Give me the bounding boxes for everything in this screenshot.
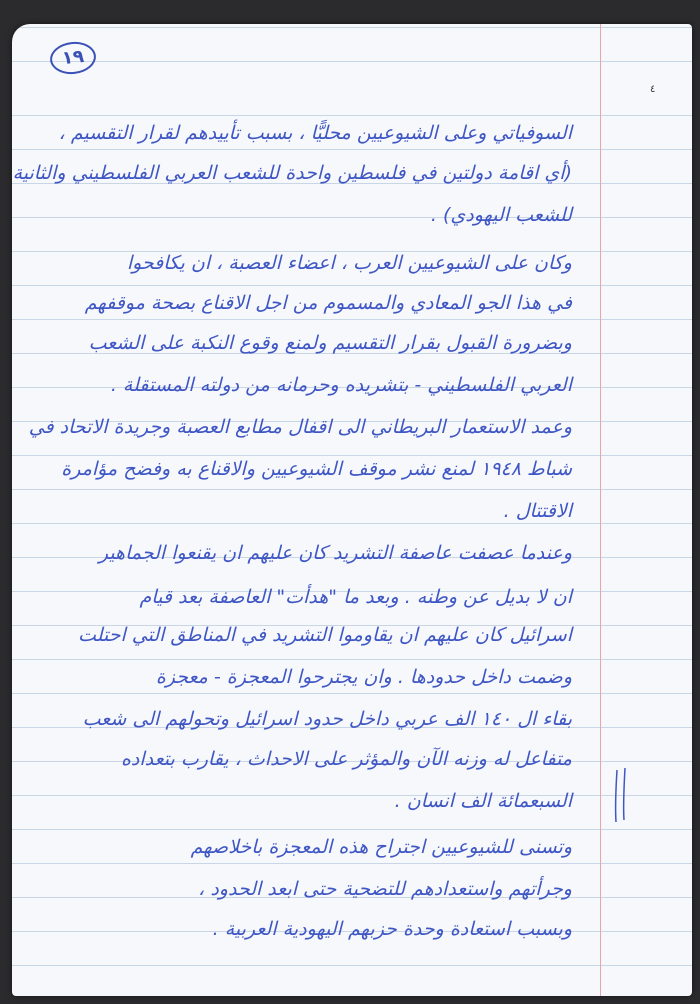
- handwritten-line: بقاء ال ١٤٠ الف عربي داخل حدود اسرائيل وتحولهم الى شعب: [82, 708, 572, 730]
- handwritten-line: ان لا بديل عن وطنه . وبعد ما "هدأت" العاصفة بعد قيام: [139, 586, 572, 608]
- margin-mark-strokes: [612, 766, 632, 826]
- handwritten-line: متفاعل له وزنه الآن والمؤثر على الاحداث ، يقارب بتعداده: [120, 748, 572, 770]
- handwritten-line: وبسبب استعادة وحدة حزبهم اليهودية العربية .: [212, 918, 572, 940]
- handwritten-line: السبعمائة الف انسان .: [394, 790, 572, 812]
- margin-line: [600, 24, 601, 996]
- handwritten-line: الاقتتال .: [503, 500, 572, 522]
- handwritten-line: (أي اقامة دولتين في فلسطين واحدة للشعب العربي الفلسطيني والثانية: [12, 162, 572, 184]
- handwritten-line: شباط ١٩٤٨ لمنع نشر موقف الشيوعيين والاقناع به وفضح مؤامرة: [61, 458, 572, 480]
- handwritten-line: اسرائيل كان عليهم ان يقاوموا التشريد في المناطق التي احتلت: [78, 624, 572, 646]
- corner-mark: ٤: [650, 84, 656, 95]
- handwritten-line: وعمد الاستعمار البريطاني الى اقفال مطابع العصبة وجريدة الاتحاد في: [28, 416, 572, 438]
- notebook-page: [12, 24, 692, 996]
- handwritten-line: وكان على الشيوعيين العرب ، اعضاء العصبة ، ان يكافحوا: [126, 252, 572, 274]
- handwritten-line: وبضرورة القبول بقرار التقسيم ولمنع وقوع النكبة على الشعب: [88, 332, 572, 354]
- handwritten-line: وضمت داخل حدودها . وان يجترحوا المعجزة - معجزة: [155, 666, 572, 688]
- handwritten-line: في هذا الجو المعادي والمسموم من اجل الاقناع بصحة موقفهم: [84, 292, 572, 314]
- handwritten-line: وعندما عصفت عاصفة التشريد كان عليهم ان يقنعوا الجماهير: [98, 542, 572, 564]
- handwritten-line: وتسنى للشيوعيين اجتراح هذه المعجزة باخلاصهم: [190, 836, 572, 858]
- handwritten-line: السوفياتي وعلى الشيوعيين محليًّا ، بسبب تأييدهم لقرار التقسيم ،: [58, 122, 572, 144]
- handwritten-line: وجرأتهم واستعدادهم للتضحية حتى ابعد الحدود ،: [198, 878, 572, 900]
- handwritten-line: العربي الفلسطيني - بتشريده وحرمانه من دولته المستقلة .: [110, 374, 572, 396]
- page-number: ١٩: [48, 40, 97, 77]
- handwritten-line: للشعب اليهودي) .: [430, 204, 572, 226]
